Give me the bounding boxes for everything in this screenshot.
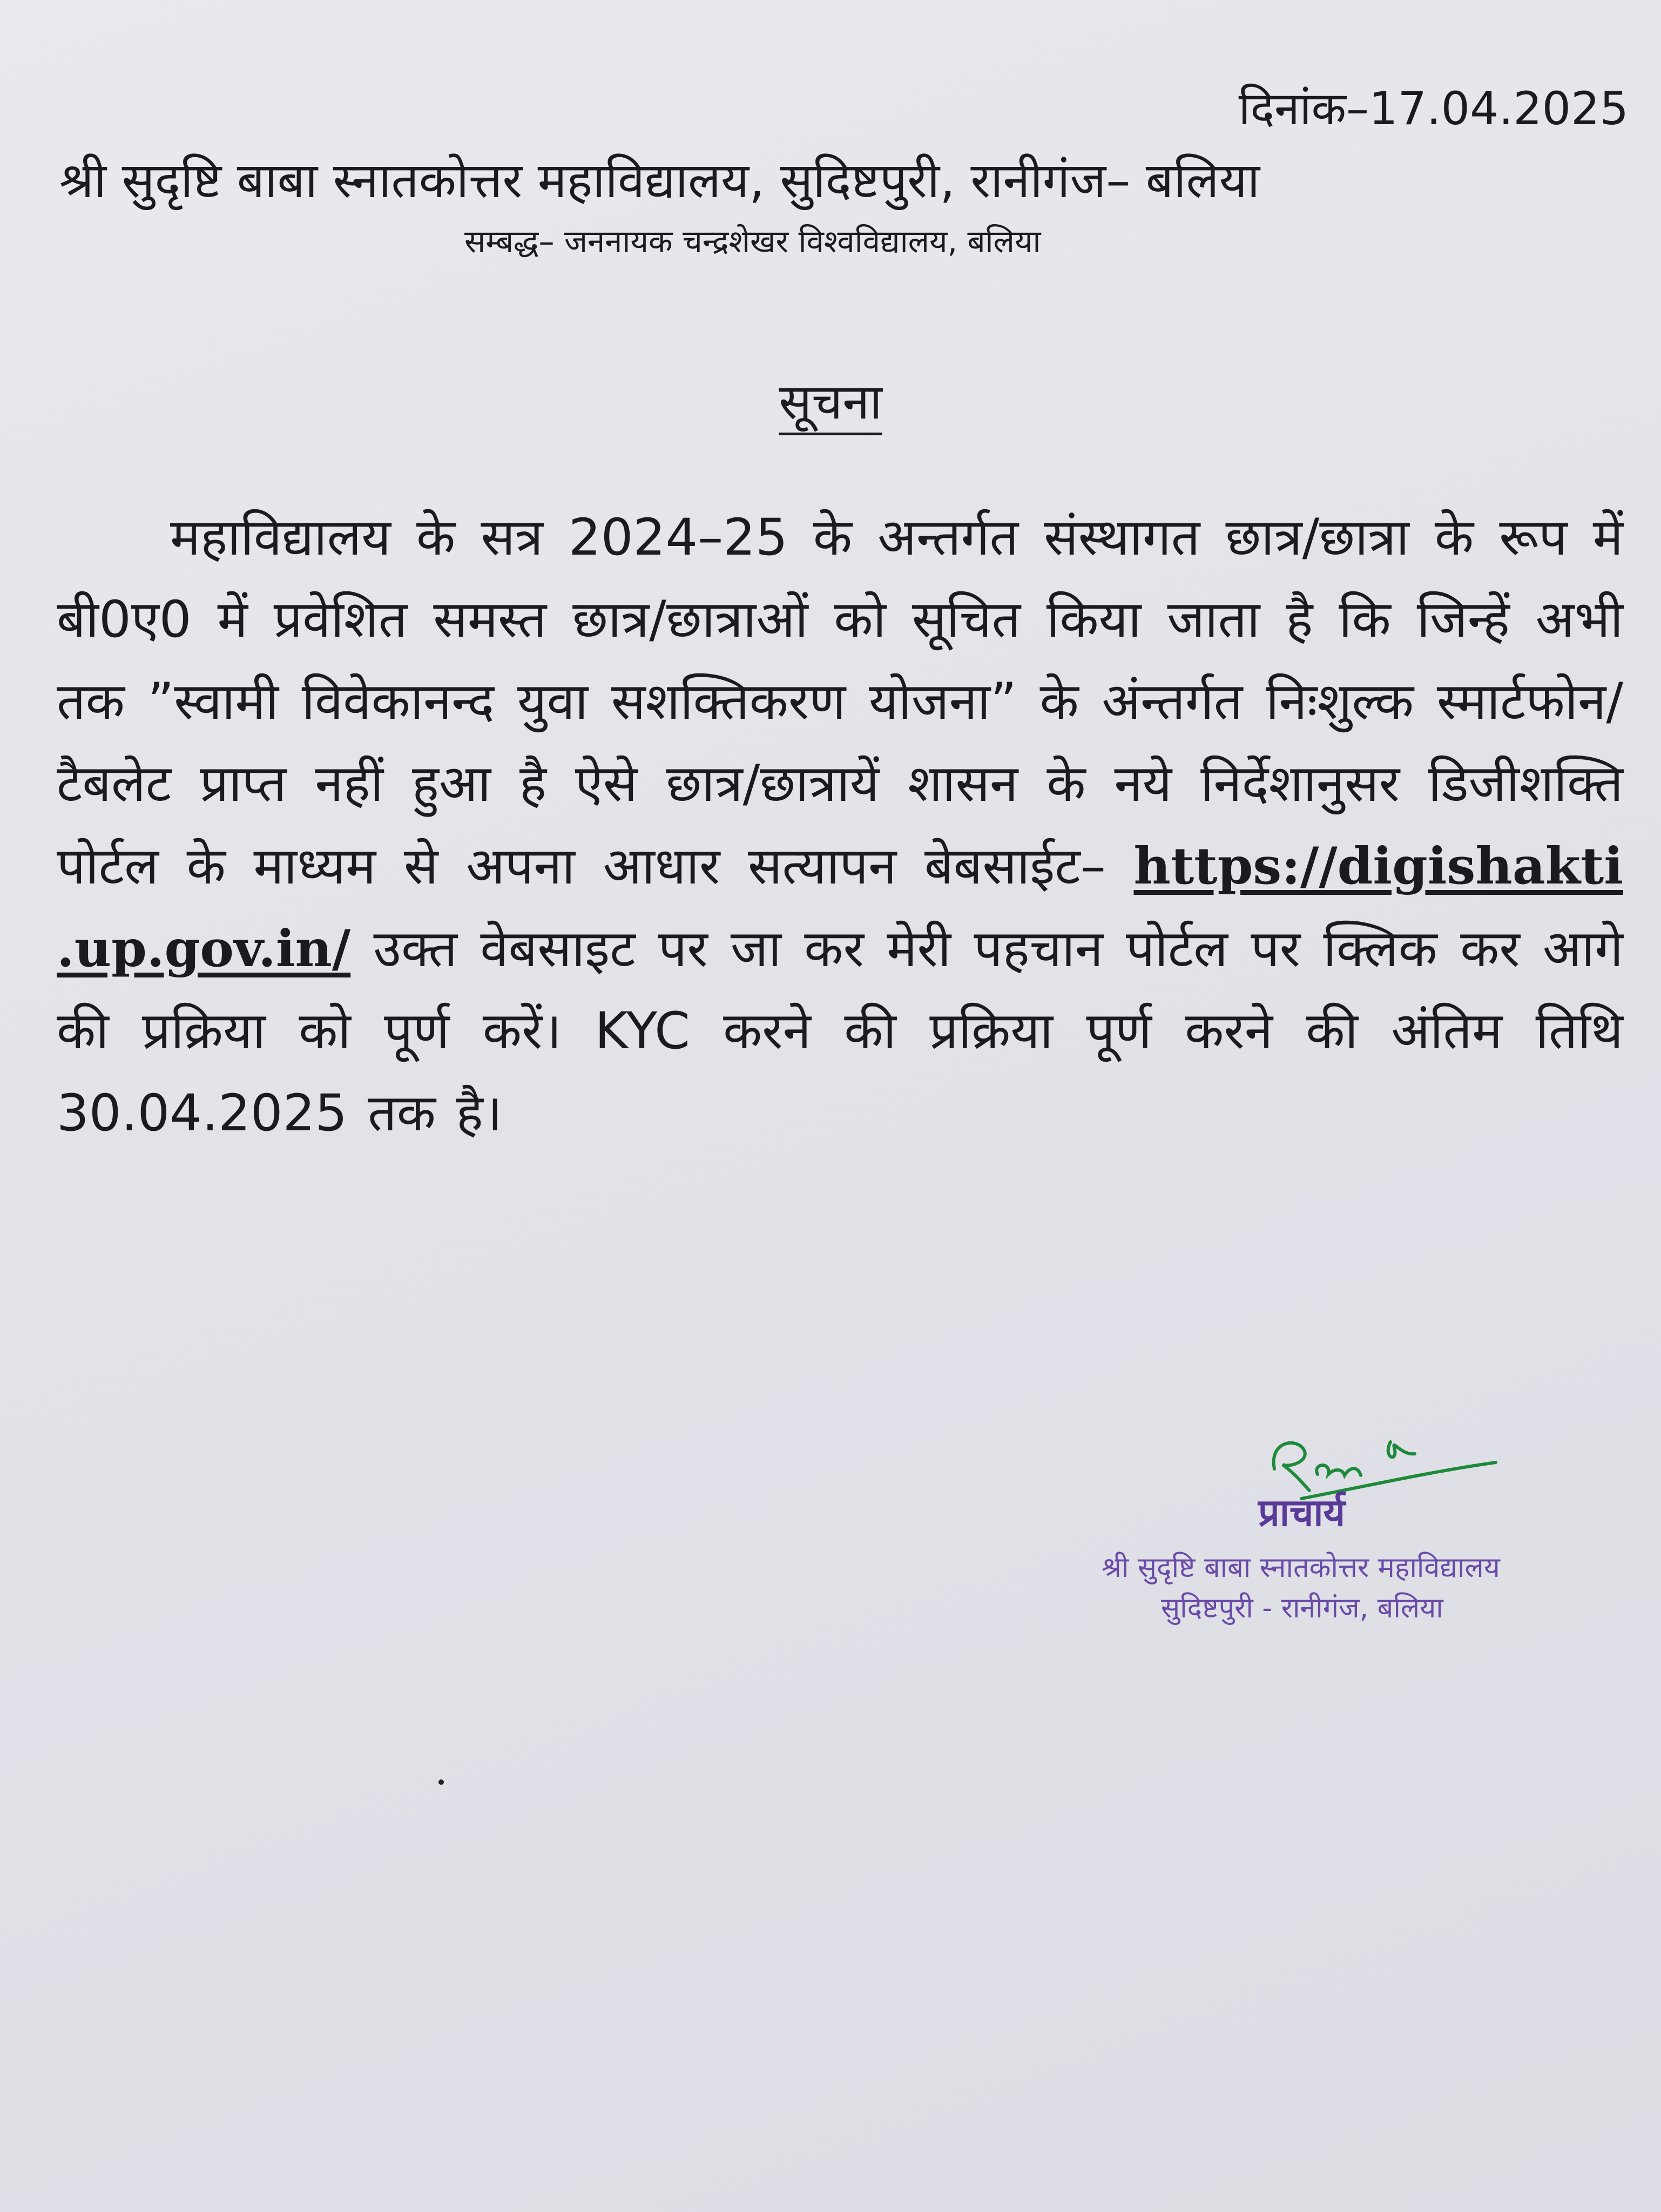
notice-text-part2: उक्त वेबसाइट पर जा कर मेरी पहचान पोर्टल पर क्लिक कर आगे की प्रक्रिया को पूर्ण करें। KYC करने की प्रक्रिया पूर्ण करने की अंतिम तिथि 30.04.2025 तक है।	[57, 920, 1623, 1143]
stamp-address: सुदिष्टपुरी - रानीगंज, बलिया	[1161, 1592, 1443, 1624]
notice-heading	[0, 367, 1661, 433]
notice-date: दिनांक–17.04.2025	[1238, 82, 1629, 135]
notice-text-part1: महाविद्यालय के सत्र 2024–25 के अन्तर्गत संस्थागत छात्र/छात्रा के रूप में बी0ए0 में प्रवेशित समस्त छात्र/छात्राओं को सूचित किया जाता है कि जिन्हें अभी तक ”स्वामी विवेकानन्द युवा सशक्तिकरण योजना” के अंन्तर्गत निःशुल्क स्मार्टफोन/टैबलेट प्राप्त नहीं हुआ है ऐसे छात्र/छात्रायें शासन के नये निर्देशानुसर डिजीशक्ति पोर्टल के माध्यम से अपना आधार सत्यापन बेबसाईट–	[57, 508, 1623, 896]
paper-speck	[438, 1779, 444, 1785]
notice-title: सूचना	[779, 374, 882, 430]
principal-title: प्राचार्य	[1258, 1491, 1346, 1535]
college-name: श्री सुदृष्टि बाबा स्नातकोत्तर महाविद्यालय, सुदिष्टपुरी, रानीगंज– बलिया	[59, 152, 1260, 209]
affiliation-line: सम्बद्ध– जननायक चन्द्रशेखर विश्वविद्यालय, बलिया	[464, 223, 1041, 260]
digishakti-link[interactable]: https://digishakti .up.gov.in/	[57, 837, 1623, 979]
notice-body	[57, 497, 1623, 1155]
stamp-college-name: श्री सुदृष्टि बाबा स्नातकोत्तर महाविद्यालय	[1102, 1552, 1500, 1584]
